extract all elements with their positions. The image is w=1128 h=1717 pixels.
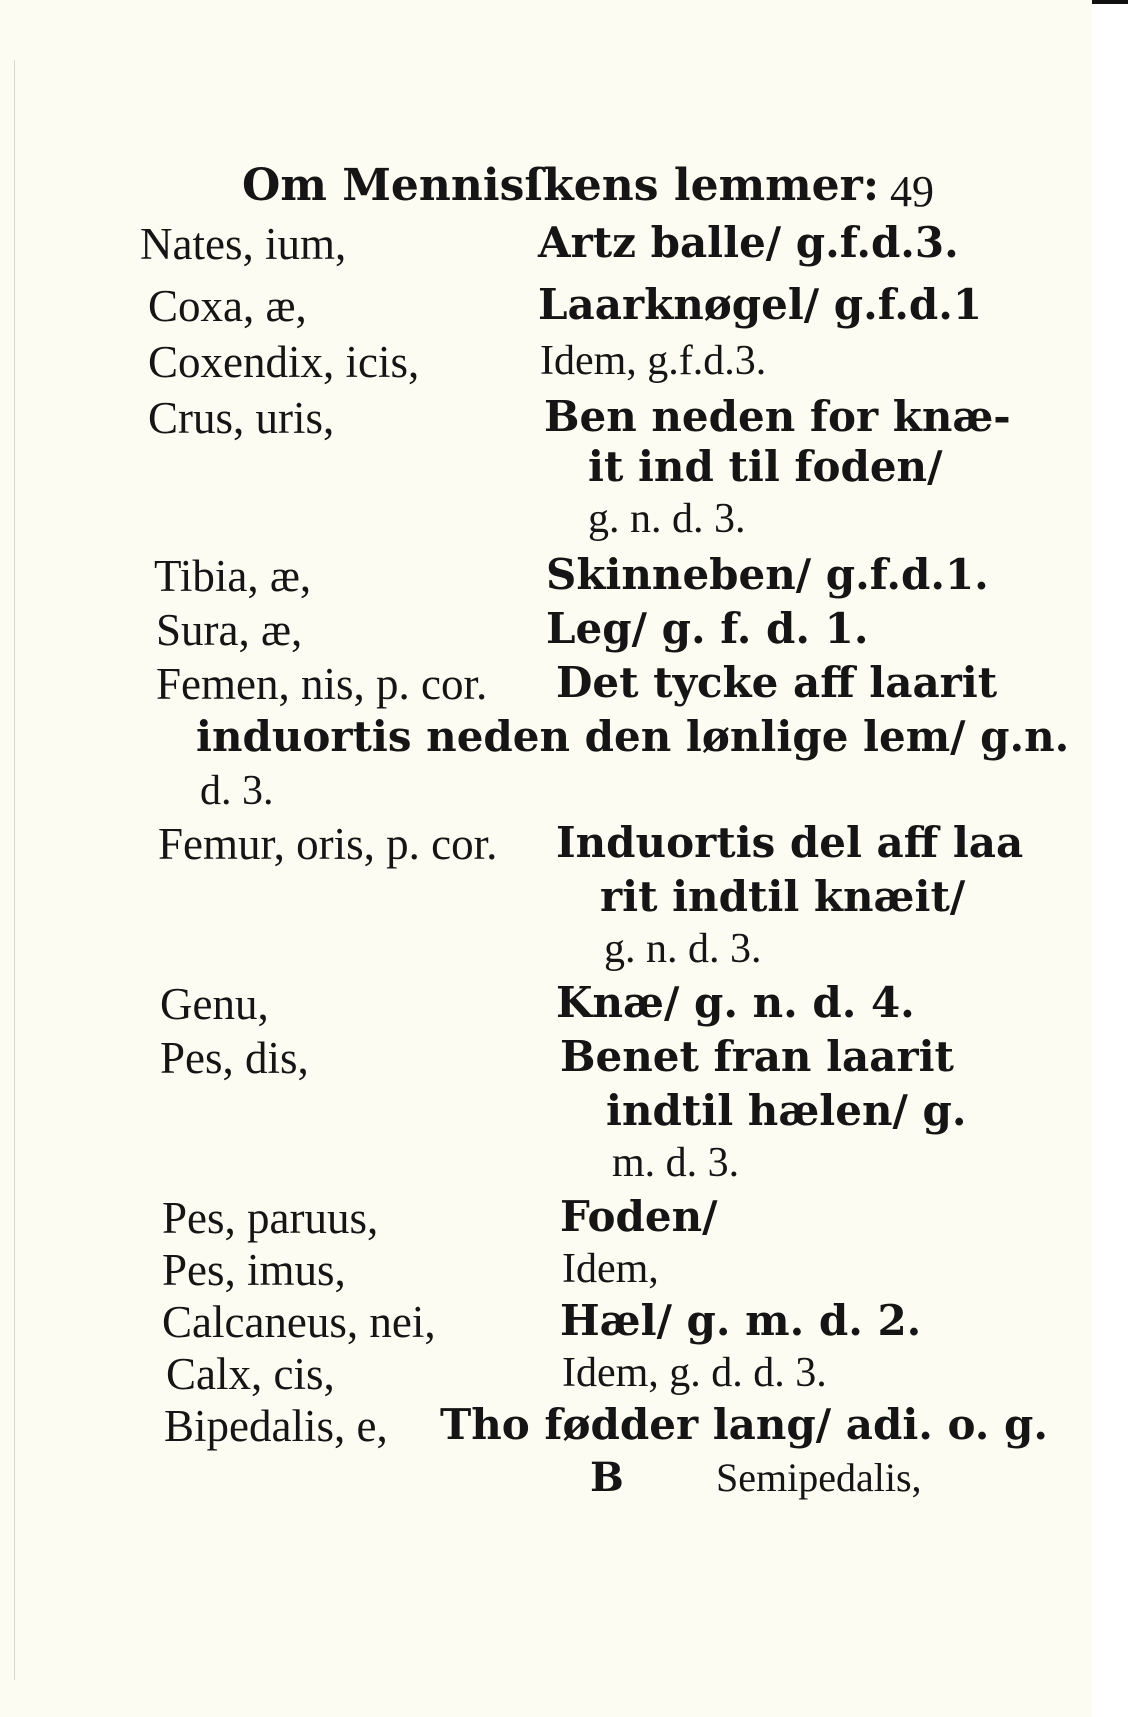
entry-latin-femur: Femur, oris, p. cor. <box>158 819 498 869</box>
entry-femen-cont-2: d. 3. <box>200 768 274 814</box>
entry-danish-sura: Leg/ g. f. d. 1. <box>546 604 869 653</box>
entry-danish-femur: Induortis del aff laa <box>556 818 1024 867</box>
entry-danish-crus-cont-1: it ind til foden/ <box>588 442 943 491</box>
entry-danish-pes-cont-1: indtil hælen/ g. <box>606 1086 967 1135</box>
entry-danish-crus-cont-2: g. n. d. 3. <box>588 496 746 542</box>
entry-danish-pes-cont-2: m. d. 3. <box>612 1140 740 1186</box>
entry-danish-femur-cont-1: rit indtil knæit/ <box>600 872 966 921</box>
scan-corner-mark <box>1092 0 1128 4</box>
entry-danish-pes: Benet fran laarit <box>560 1032 954 1081</box>
catchword: Semipedalis, <box>716 1455 922 1500</box>
entry-danish-bipedalis: Tho fødder lang/ adi. o. g. <box>440 1400 1049 1449</box>
entry-femen-cont-1: induortis neden den lønlige lem/ g.n. <box>196 712 1070 761</box>
entry-danish-femen: Det tycke aff laarit <box>556 658 998 707</box>
running-head: Om Mennisſkens lemmer: <box>242 160 880 211</box>
entry-danish-nates: Artz balle/ g.f.d.3. <box>538 218 959 267</box>
entry-latin-pes: Pes, dis, <box>160 1033 309 1083</box>
entry-latin-calx: Calx, cis, <box>166 1349 335 1399</box>
signature-mark: B <box>590 1454 624 1501</box>
entry-danish-coxendix: Idem, g.f.d.3. <box>540 338 767 384</box>
entry-latin-bipedalis: Bipedalis, e, <box>164 1401 388 1451</box>
entry-latin-genu: Genu, <box>160 979 269 1029</box>
entry-latin-pes-paruus: Pes, paruus, <box>162 1193 379 1243</box>
entry-latin-coxendix: Coxendix, icis, <box>148 337 420 387</box>
page-number: 49 <box>890 167 934 216</box>
entry-danish-pes-imus: Idem, <box>562 1246 659 1292</box>
entry-latin-calcaneus: Calcaneus, nei, <box>162 1297 436 1347</box>
entry-danish-crus: Ben neden for knæ- <box>544 392 1011 441</box>
entry-danish-pes-paruus: Foden/ <box>560 1192 718 1241</box>
entry-danish-tibia: Skinneben/ g.f.d.1. <box>546 550 989 599</box>
entry-latin-crus: Crus, uris, <box>148 393 335 443</box>
entry-danish-coxa: Laarknøgel/ g.f.d.1 <box>538 280 983 329</box>
entry-latin-femen: Femen, nis, p. cor. <box>156 659 488 709</box>
page-edge-line <box>14 60 15 1680</box>
entry-danish-calx: Idem, g. d. d. 3. <box>562 1350 827 1396</box>
entry-latin-pes-imus: Pes, imus, <box>162 1245 346 1295</box>
entry-danish-femur-cont-2: g. n. d. 3. <box>604 926 762 972</box>
entry-latin-tibia: Tibia, æ, <box>154 551 312 601</box>
entry-latin-nates: Nates, ium, <box>140 219 347 269</box>
entry-latin-coxa: Coxa, æ, <box>148 281 307 331</box>
entry-danish-calcaneus: Hæl/ g. m. d. 2. <box>560 1296 922 1345</box>
entry-danish-genu: Knæ/ g. n. d. 4. <box>556 978 915 1027</box>
entry-latin-sura: Sura, æ, <box>156 605 303 655</box>
